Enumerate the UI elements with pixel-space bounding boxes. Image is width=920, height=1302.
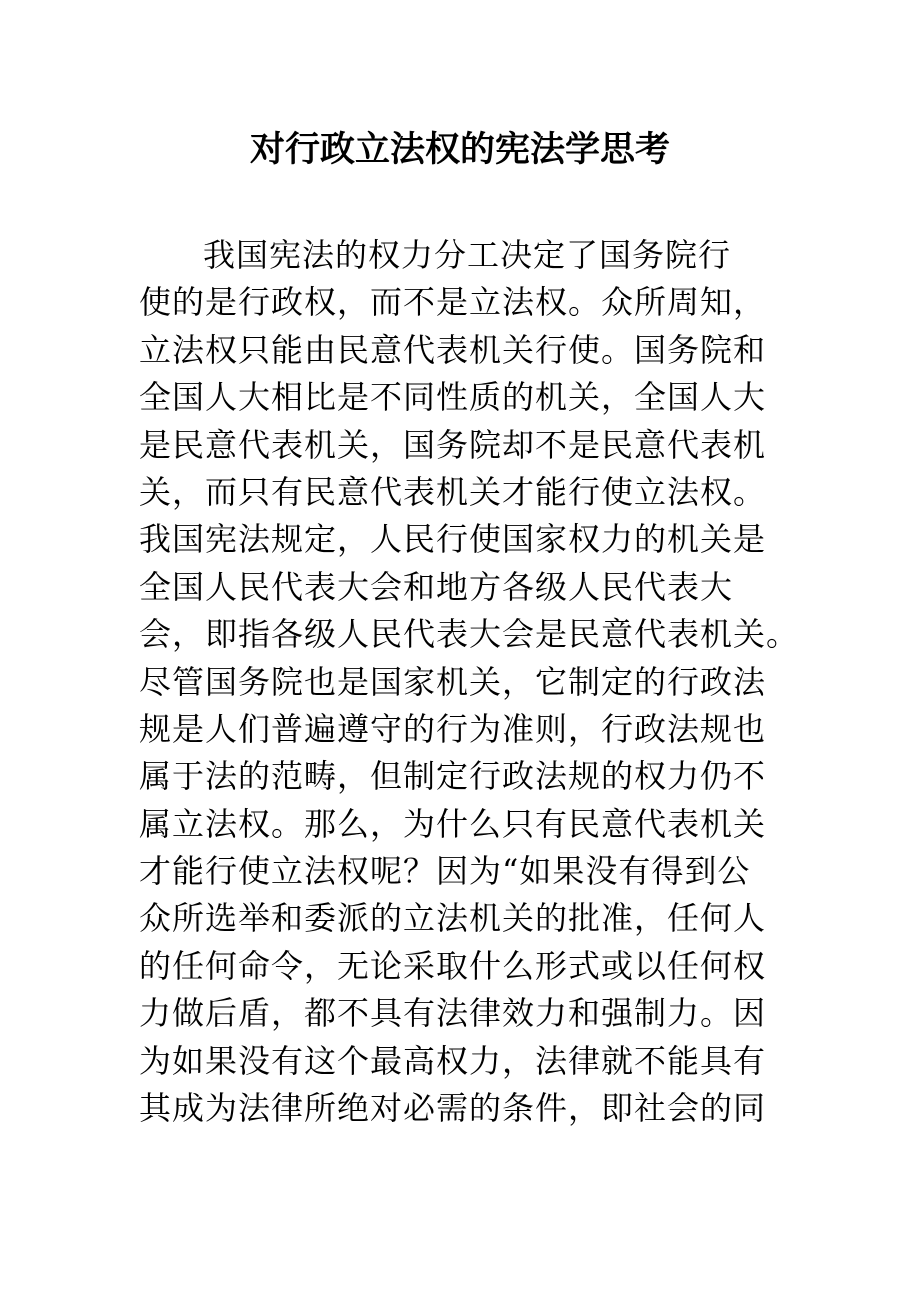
text-line: 其成为法律所绝对必需的条件，即社会的同 xyxy=(139,1089,767,1128)
text-line: 才能行使立法权呢？因为“如果没有得到公 xyxy=(139,852,751,891)
text-line: 的任何命令，无论采取什么形式或以任何权 xyxy=(139,946,767,985)
text-line: 立法权只能由民意代表机关行使。国务院和 xyxy=(139,330,767,369)
text-line: 使的是行政权，而不是立法权。众所周知， xyxy=(139,283,767,322)
text-line: 关，而只有民意代表机关才能行使立法权。 xyxy=(139,472,767,511)
document-title: 对行政立法权的宪法学思考 xyxy=(249,129,670,170)
text-line: 规是人们普遍遵守的行为准则，行政法规也 xyxy=(139,709,767,748)
text-line: 为如果没有这个最高权力，法律就不能具有 xyxy=(139,1041,767,1080)
text-line: 尽管国务院也是国家机关，它制定的行政法 xyxy=(139,662,767,701)
text-line: 力做后盾，都不具有法律效力和强制力。因 xyxy=(139,994,767,1033)
text-line: 属立法权。那么，为什么只有民意代表机关 xyxy=(139,804,767,843)
text-line: 属于法的范畴，但制定行政法规的权力仍不 xyxy=(139,757,767,796)
text-line: 全国人民代表大会和地方各级人民代表大 xyxy=(139,567,734,606)
text-line: 我国宪法的权力分工决定了国务院行 xyxy=(203,236,732,274)
text-line: 我国宪法规定，人民行使国家权力的机关是 xyxy=(139,520,767,559)
text-line: 众所选举和委派的立法机关的批准，任何人 xyxy=(139,899,767,938)
text-line: 会，即指各级人民代表大会是民意代表机关。 xyxy=(139,615,800,654)
text-line: 全国人大相比是不同性质的机关，全国人大 xyxy=(139,378,767,417)
body-paragraph xyxy=(139,232,829,1132)
text-line: 是民意代表机关，国务院却不是民意代表机 xyxy=(139,425,767,464)
